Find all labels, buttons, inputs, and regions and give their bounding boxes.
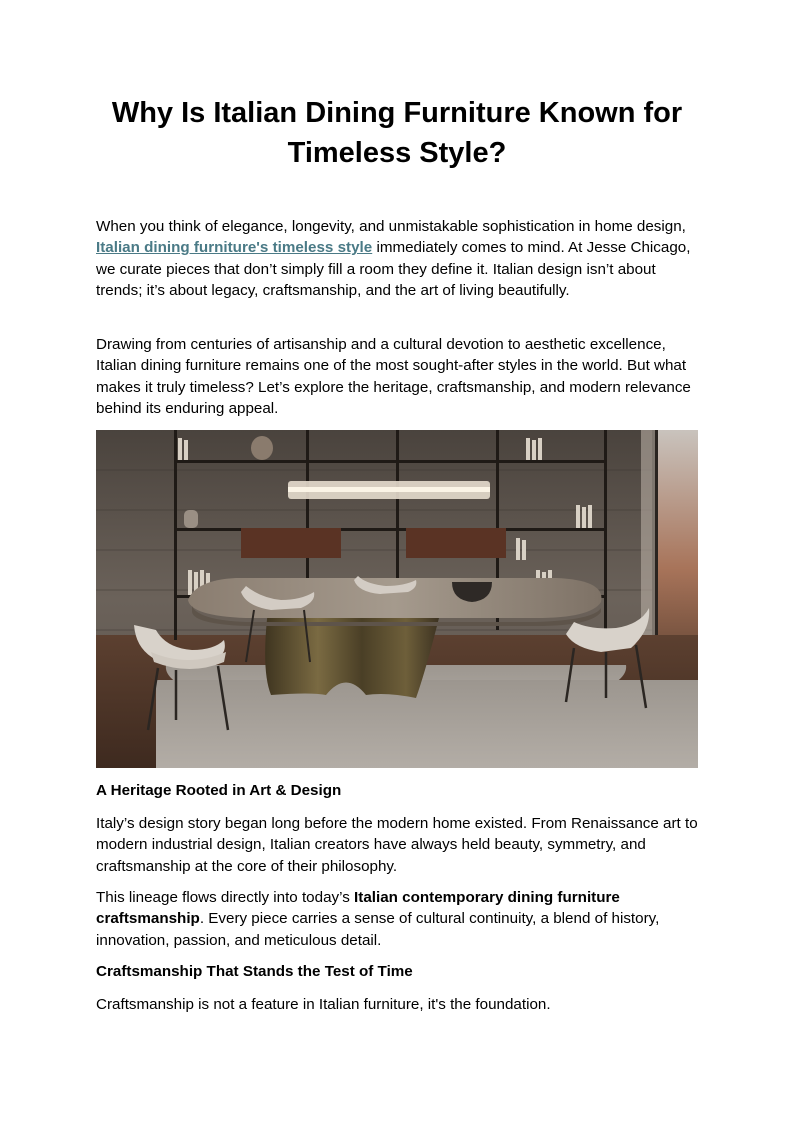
- page-title: Why Is Italian Dining Furniture Known for Timeless Style?: [111, 97, 683, 169]
- intro-paragraph: [96, 216, 702, 302]
- intro-text-before-link: When you think of elegance, longevity, and unmistakable sophistication in home design,: [96, 218, 686, 235]
- lineage-paragraph: [96, 887, 702, 951]
- section-heading-craftsmanship: Craftsmanship That Stands the Test of Time: [96, 963, 413, 980]
- section-heading-heritage: A Heritage Rooted in Art & Design: [96, 782, 342, 799]
- heritage-paragraph: Italy’s design story began long before the modern home existed. From Renaissance art to modern industrial design, Italian creators have always held beauty, symmetry, and craftsmanship at the core of their philosophy.: [96, 815, 698, 875]
- timeless-style-link[interactable]: Italian dining furniture's timeless style: [96, 239, 373, 257]
- lineage-bold-phrase: Italian contemporary dining furniture craftsmanship: [96, 889, 620, 928]
- heritage-intro-paragraph: Drawing from centuries of artisanship and a cultural devotion to aesthetic excellence, Italian dining furniture remains one of the most sought-after styles in the world. But what makes it truly timeless? Let’s explore the heritage, craftsmanship, and modern relevance behind its enduring appeal.: [96, 336, 691, 418]
- dining-room-photo: [96, 430, 698, 768]
- craftsmanship-paragraph: Craftsmanship is not a feature in Italian furniture, it's the foundation.: [96, 996, 551, 1013]
- lineage-text-after: . Every piece carries a sense of cultural continuity, a blend of history, innovation, passion, and meticulous detail.: [96, 910, 660, 949]
- lineage-text-before: This lineage flows directly into today’s: [96, 889, 355, 906]
- intro-text-after-link: immediately comes to mind. At Jesse Chicago, we curate pieces that don’t simply fill a room they define it. Italian design isn’t about trends; it’s about legacy, craftsmanship, and the art of living beautifully.: [96, 239, 691, 300]
